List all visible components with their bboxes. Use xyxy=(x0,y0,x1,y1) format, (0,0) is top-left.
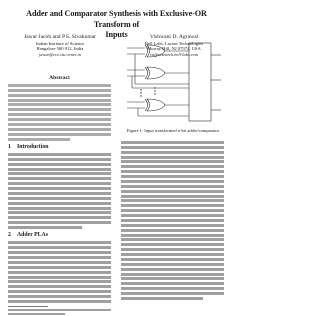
text-line xyxy=(8,295,111,298)
text-line xyxy=(8,266,111,269)
section-1-title: Introduction xyxy=(17,143,49,150)
text-line xyxy=(121,165,224,168)
text-line xyxy=(8,118,111,121)
text-line xyxy=(121,209,224,212)
text-line xyxy=(8,89,111,92)
xor-gate-2 xyxy=(145,67,165,79)
text-line xyxy=(121,238,224,241)
text-line xyxy=(8,202,111,205)
text-line xyxy=(8,172,111,175)
text-line xyxy=(8,309,111,311)
text-line xyxy=(121,199,224,202)
text-line xyxy=(8,276,111,279)
text-line xyxy=(121,151,224,154)
paper-title-line-2: Inputs xyxy=(105,30,128,39)
text-line xyxy=(8,246,111,249)
author-2-affiliation: Bell Labs, Lucent Technologies xyxy=(144,40,204,46)
author-2-email: va@research.bell-labs.com xyxy=(149,51,199,57)
text-line xyxy=(121,204,224,207)
text-line xyxy=(121,253,224,256)
text-line xyxy=(8,207,111,210)
author-2-address: Murray Hill, NJ 07974, USA xyxy=(147,46,201,52)
text-line xyxy=(121,195,224,198)
section-2-title: Adder PLAs xyxy=(17,232,48,238)
text-line xyxy=(8,313,65,315)
right-column xyxy=(121,140,224,301)
text-line xyxy=(121,156,224,159)
text-line xyxy=(121,287,224,290)
text-line xyxy=(8,280,111,283)
xor-gate-n xyxy=(145,99,165,111)
text-line xyxy=(121,292,224,295)
text-line xyxy=(121,180,224,183)
text-line xyxy=(8,221,111,224)
text-line xyxy=(8,290,111,293)
author-1-affiliation: Indian Institute of Science xyxy=(35,40,85,46)
text-line xyxy=(8,300,111,303)
text-line xyxy=(121,185,224,188)
text-line xyxy=(121,175,224,178)
text-line xyxy=(121,229,224,232)
text-line xyxy=(121,190,224,193)
text-line xyxy=(8,182,111,185)
text-line xyxy=(8,256,111,259)
text-line xyxy=(8,192,111,195)
text-line xyxy=(121,263,224,266)
text-line xyxy=(121,224,224,227)
text-line xyxy=(8,197,111,200)
text-line xyxy=(121,277,224,280)
author-1-address: Bangalore 560 012, India xyxy=(36,46,84,52)
text-line xyxy=(8,158,111,161)
text-line xyxy=(8,138,70,141)
right-column-text xyxy=(121,140,224,301)
text-line xyxy=(8,133,111,136)
text-line xyxy=(8,211,111,214)
footnote-text xyxy=(8,308,111,316)
input-lines xyxy=(127,48,189,116)
text-line xyxy=(8,177,111,180)
text-line xyxy=(121,234,224,237)
text-line xyxy=(121,268,224,271)
text-line xyxy=(8,94,111,97)
text-line xyxy=(8,271,111,274)
text-line xyxy=(121,273,224,276)
xor-gate-1 xyxy=(145,45,165,57)
text-line xyxy=(8,108,111,111)
text-line xyxy=(8,99,111,102)
adder-comparator-figure xyxy=(121,40,225,126)
text-line xyxy=(8,168,111,171)
text-line xyxy=(121,248,224,251)
author-1-email: jawar@ece.iisc.ernet.in xyxy=(39,51,81,57)
section-1-number: 1 xyxy=(8,143,11,150)
abstract-text xyxy=(8,83,111,142)
text-line xyxy=(8,128,111,131)
section-1-heading xyxy=(8,144,111,151)
section-2-number: 2 xyxy=(8,232,11,238)
text-line xyxy=(121,297,203,300)
text-line xyxy=(121,141,224,144)
text-line xyxy=(8,163,111,166)
section-2-heading xyxy=(8,232,111,239)
introduction-text xyxy=(8,152,111,230)
text-line xyxy=(121,160,224,163)
text-line xyxy=(121,146,224,149)
figure-caption: Figure 1: Input transformed n-bit adder/comparator xyxy=(126,128,220,133)
text-line xyxy=(8,251,111,254)
text-line xyxy=(8,153,111,156)
text-line xyxy=(8,241,111,244)
text-line xyxy=(121,219,224,222)
text-line xyxy=(121,170,224,173)
paper-title-line-1: Adder and Comparator Synthesis with Exclusive-OR Transform of xyxy=(26,9,207,29)
author-2-name: Vishwani D. Agrawal xyxy=(149,34,199,40)
text-line xyxy=(8,123,111,126)
text-line xyxy=(8,103,111,106)
text-line xyxy=(8,261,111,264)
adder-plas-text xyxy=(8,241,111,304)
author-1-name: Jawar Jacob and P.S. Sivakumar xyxy=(23,34,97,40)
text-line xyxy=(8,187,111,190)
text-line xyxy=(121,214,224,217)
text-line xyxy=(8,84,111,87)
abstract-heading: Abstract xyxy=(49,75,70,81)
text-line xyxy=(121,258,224,261)
ellipsis-dots xyxy=(140,87,155,96)
text-line xyxy=(8,113,111,116)
author-1 xyxy=(8,34,112,57)
transformed-adder-block xyxy=(189,43,211,121)
left-column xyxy=(8,75,111,316)
text-line xyxy=(8,216,111,219)
text-line xyxy=(8,226,82,229)
text-line xyxy=(121,243,224,246)
text-line xyxy=(121,282,224,285)
text-line xyxy=(8,285,111,288)
footnote-rule xyxy=(8,306,48,307)
